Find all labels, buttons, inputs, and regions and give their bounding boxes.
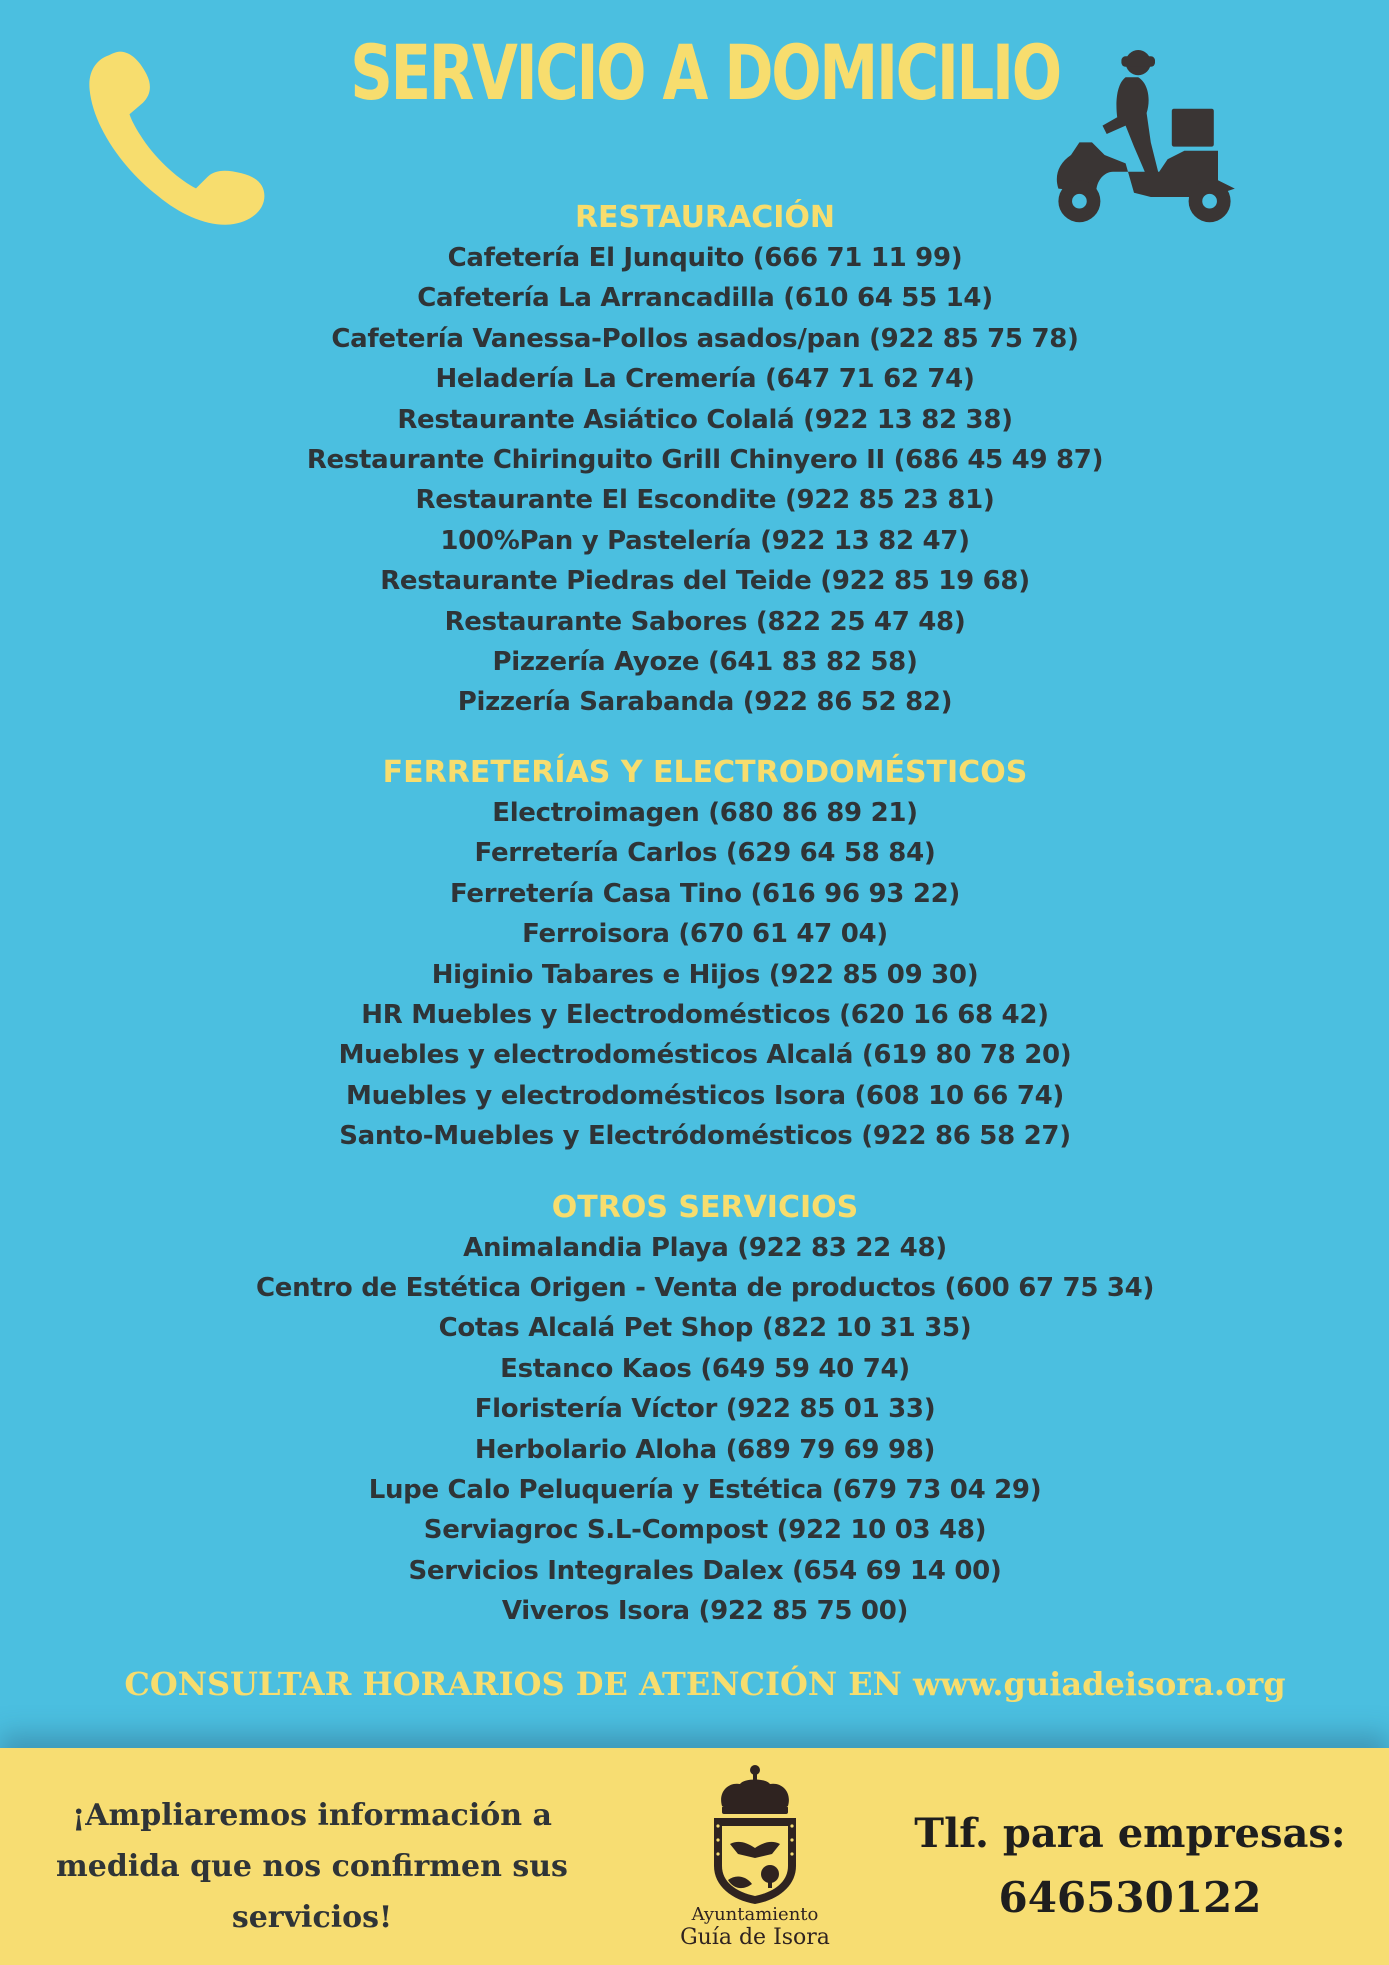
list-item: 100%Pan y Pastelería (922 13 82 47) xyxy=(440,525,970,556)
section-heading: OTROS SERVICIOS xyxy=(551,1189,859,1225)
list-item: Pizzería Sarabanda (922 86 52 82) xyxy=(457,687,953,718)
list-item: Lupe Calo Peluquería y Estética (679 73 04 29) xyxy=(368,1474,1042,1505)
list-item: Restaurante Asiático Colalá (922 13 82 38) xyxy=(397,404,1013,435)
list-item: Restaurante El Escondite (922 85 23 81) xyxy=(415,485,995,516)
coat-of-arms-icon xyxy=(700,1762,810,1907)
list-item: Cafetería La Arrancadilla (610 64 55 14) xyxy=(417,283,993,314)
directory xyxy=(0,198,1389,1632)
section-otros-servicios xyxy=(0,1188,1389,1632)
list-item: Serviagroc S.L-Compost (922 10 03 48) xyxy=(423,1515,987,1546)
list-item: Servicios Integrales Dalex (654 69 14 00) xyxy=(408,1555,1002,1586)
website-note: CONSULTAR HORARIOS DE ATENCIÓN EN www.guiadeisora.org xyxy=(124,1665,1286,1703)
list-item: Ferretería Carlos (629 64 58 84) xyxy=(474,838,936,869)
list-item: HR Muebles y Electrodomésticos (620 16 68 42) xyxy=(361,999,1049,1030)
list-item: Viveros Isora (922 85 75 00) xyxy=(501,1596,909,1627)
business-phone-number: 646530122 xyxy=(998,1873,1262,1922)
section-heading: RESTAURACIÓN xyxy=(574,200,836,235)
list-item: Muebles y electrodomésticos Isora (608 10 66 74) xyxy=(346,1080,1064,1111)
info-line: medida que nos confirmen sus xyxy=(56,1849,568,1884)
list-item: Restaurante Chiringuito Grill Chinyero II (686 45 49 87) xyxy=(306,445,1104,476)
list-item: Cafetería Vanessa-Pollos asados/pan (922 85 75 78) xyxy=(331,323,1079,354)
list-item: Herbolario Aloha (689 79 69 98) xyxy=(474,1434,936,1465)
list-item: Animalandia Playa (922 83 22 48) xyxy=(463,1232,947,1263)
list-item: Muebles y electrodomésticos Alcalá (619 80 78 20) xyxy=(338,1040,1072,1071)
section-ferreterias xyxy=(0,753,1389,1157)
crest-line-1: Ayuntamiento xyxy=(691,1904,819,1925)
list-item: Pizzería Ayoze (641 83 82 58) xyxy=(492,647,918,678)
info-message xyxy=(38,1790,586,1943)
list-item: Cotas Alcalá Pet Shop (822 10 31 35) xyxy=(438,1313,972,1344)
list-item: Cafetería El Junquito (666 71 11 99) xyxy=(447,243,963,273)
business-contact xyxy=(900,1806,1360,1928)
list-item: Ferretería Casa Tino (616 96 93 22) xyxy=(449,878,961,909)
info-line: servicios! xyxy=(231,1900,393,1935)
section-heading: FERRETERÍAS Y ELECTRODOMÉSTICOS xyxy=(382,754,1028,790)
page-title: SERVICIO A DOMICILIO xyxy=(350,28,1060,117)
section-restauracion xyxy=(0,198,1389,723)
list-item: Restaurante Piedras del Teide (922 85 19 68) xyxy=(380,566,1030,597)
list-item: Floristería Víctor (922 85 01 33) xyxy=(474,1394,936,1425)
list-item: Estanco Kaos (649 59 40 74) xyxy=(500,1353,910,1384)
list-item: Centro de Estética Origen - Venta de productos (600 67 75 34) xyxy=(255,1272,1155,1303)
business-phone-label: Tlf. para empresas: xyxy=(914,1810,1346,1857)
crest-caption xyxy=(640,1905,870,1951)
list-item: Santo-Muebles y Electródomésticos (922 86 58 27) xyxy=(339,1121,1071,1152)
list-item: Restaurante Sabores (822 25 47 48) xyxy=(444,606,966,637)
list-item: Heladería La Cremería (647 71 62 74) xyxy=(435,364,975,395)
info-line: ¡Ampliaremos información a xyxy=(72,1798,552,1833)
list-item: Higinio Tabares e Hijos (922 85 09 30) xyxy=(431,959,979,990)
list-item: Electroimagen (680 86 89 21) xyxy=(492,797,918,828)
crest-line-2: Guía de Isora xyxy=(680,1925,830,1950)
list-item: Ferroisora (670 61 47 04) xyxy=(522,919,888,950)
